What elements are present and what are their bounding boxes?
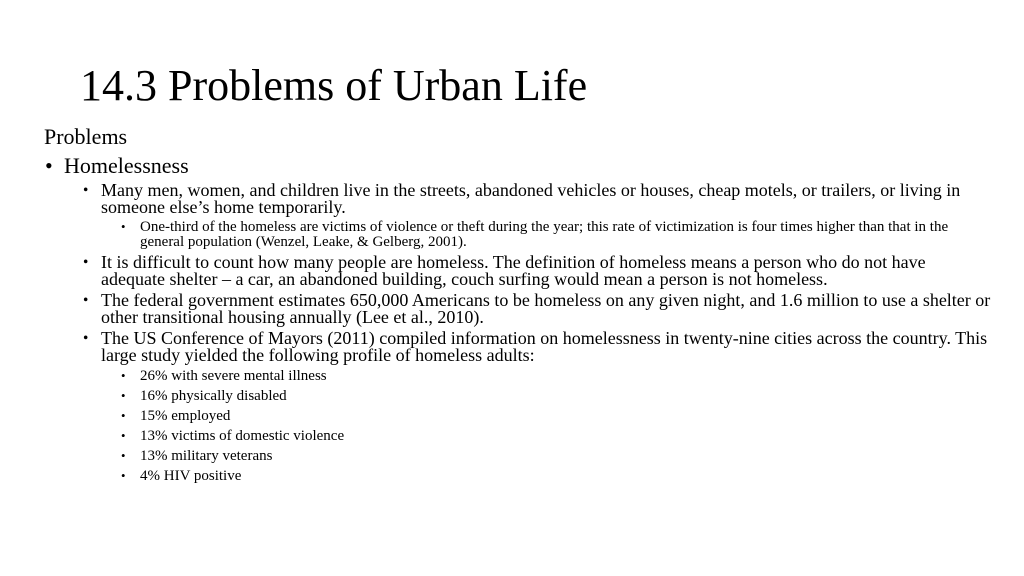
bullet-dot-icon: • <box>121 220 126 234</box>
bullet-dot-icon: • <box>121 449 126 463</box>
bullet-text: 26% with severe mental illness <box>140 368 327 384</box>
bullet-living-conditions <box>44 182 994 216</box>
bullet-text: 13% military veterans <box>140 448 273 464</box>
bullet-text: Homelessness <box>64 153 189 178</box>
bullet-dot-icon: • <box>121 389 126 403</box>
bullet-text: Many men, women, and children live in the streets, abandoned vehicles or houses, cheap motels, or trailers, or living in someone else’s home temporarily. <box>101 180 961 217</box>
profile-item <box>44 469 994 484</box>
bullet-text: 16% physically disabled <box>140 388 287 404</box>
section-heading: Problems <box>44 124 128 149</box>
bullet-dot-icon: • <box>83 292 89 309</box>
bullet-dot-icon: • <box>121 429 126 443</box>
bullet-text: The US Conference of Mayors (2011) compiled information on homelessness in twenty-nine cities across the country. This large study yielded the following profile of homeless adults: <box>101 328 988 365</box>
profile-item <box>44 389 994 404</box>
bullet-dot-icon: • <box>121 369 126 383</box>
bullet-dot-icon: • <box>121 409 126 423</box>
profile-item <box>44 369 994 384</box>
bullet-dot-icon: • <box>121 469 126 483</box>
profile-item <box>44 449 994 464</box>
bullet-text: 4% HIV positive <box>140 468 242 484</box>
bullet-homelessness <box>44 154 994 178</box>
slide-title: 14.3 Problems of Urban Life <box>80 61 588 110</box>
bullet-text: 15% employed <box>140 408 231 424</box>
slide-body <box>44 124 994 484</box>
profile-item <box>44 409 994 424</box>
bullet-text: One-third of the homeless are victims of violence or theft during the year; this rate of victimization is four times higher than that in the general population (Wenzel, Leake, & Gelberg, 2001). <box>140 219 949 250</box>
bullet-dot-icon: • <box>45 153 53 178</box>
bullet-dot-icon: • <box>83 330 89 347</box>
bullet-dot-icon: • <box>83 254 89 271</box>
bullet-dot-icon: • <box>83 182 89 199</box>
bullet-federal-estimate <box>44 292 994 326</box>
bullet-text: It is difficult to count how many people are homeless. The definition of homeless means a person who do not have adequate shelter – a car, an abandoned building, couch surfing would mean a person is not homeless. <box>101 252 926 289</box>
profile-item <box>44 429 994 444</box>
bullet-text: The federal government estimates 650,000 Americans to be homeless on any given night, and 1.6 million to use a shelter or other transitional housing annually (Lee et al., 2010). <box>101 290 991 327</box>
bullet-text: 13% victims of domestic violence <box>140 428 345 444</box>
bullet-counting-difficulty <box>44 254 994 288</box>
bullet-conference-of-mayors <box>44 330 994 364</box>
bullet-victimization <box>44 220 994 250</box>
